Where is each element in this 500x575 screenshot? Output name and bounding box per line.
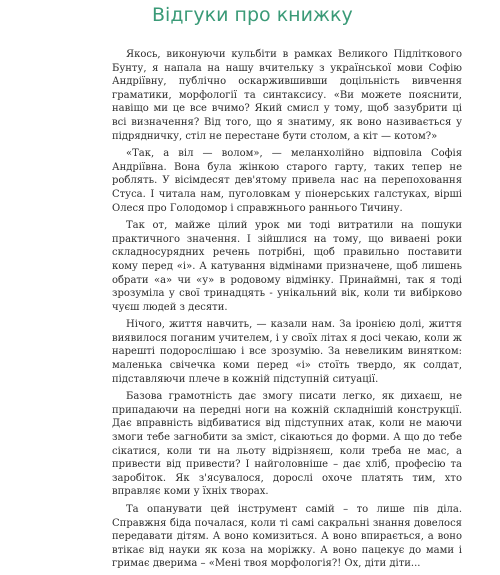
article-body xyxy=(112,48,462,575)
paragraph: Нічого, життя навчить, — казали нам. За іронією долі, життя виявилося поганим учителем, і у своїх літах я досі чекаю, коли ж нарешті подорослішаю і все зрозумію. За невеликим винятком: маленька свічечка коми перед «і» стоїть твердо, як солдат, підставляючи плече в кожній підступній ситуації. xyxy=(112,319,462,385)
page-title: Відгуки про книжку xyxy=(152,4,353,26)
paragraph: «Так, а віл — волом», — меланхолійно відповіла Софія Андріївна. Вона була жінкою старого гарту, таких тепер не роблять. У вісімдесят дев'ятому привела нас на перепоховання Стуса. І читала нам, пуголовкам у піонерських галстуках, вірші Олеся про Голодомор і справжнього раннього Тичину. xyxy=(112,148,462,214)
paragraph: Якось, виконуючи кульбіти в рамках Великого Підліткового Бунту, я напала на нашу вчительку з української мови Софію Андріївну, публічно оскаржившивши доцільність вивчення граматики, морфології та синтаксису. «Ви можете пояснити, навіщо ми це все вчимо? Який смисл у тому, щоб зазубрити ці всі визначення? Від того, що я знатиму, як воно називається у підрядничку, стіл не перестане бути столом, а кіт — котом?» xyxy=(112,49,462,142)
paragraph: Та опанувати цей інструмент самій – то лише пів діла. Справжня біда почалася, коли ті самі сакральні знання довелося передавати дітям. А воно комизиться. А воно впирається, а воно втікає від науки як коза на моріжку. А воно пацекує до мами і гримає дверима – «Мені твоя морфологія?! Ох, діти діти... xyxy=(112,504,462,570)
paragraph: Базова грамотність дає змогу писати легко, як дихаєш, не припадаючи на передні ноги на кожній складнішій конструкції. Дає вправність відбиватися від підступних атак, коли не маючи змоги тебе загнобити за зміст, сікаються до форми. А що до тебе сікатися, коли ти на льоту відрізняєш, коли треба не мас, а привести від привести? І найголовніше – дає хліб, професію та заробіток. Як з'ясувалося, дорослі охоче платять тим, хто вправляє коми у їхніх творах. xyxy=(112,391,462,498)
paragraph: Так от, майже цілий урок ми тоді витратили на пошуки практичного значення. І зійшлися на тому, що виваені роки складносурядних речень потрібні, щоб правильно поставити кому перед «і». А катування відмінами призначене, щоб лишень обрати «а» чи «у» в родовому відмінку. Принаймні, так я тоді зрозуміла у свої тринадцять - унікальний вік, коли ти вибірково чуєш людей з десяти. xyxy=(112,220,462,313)
